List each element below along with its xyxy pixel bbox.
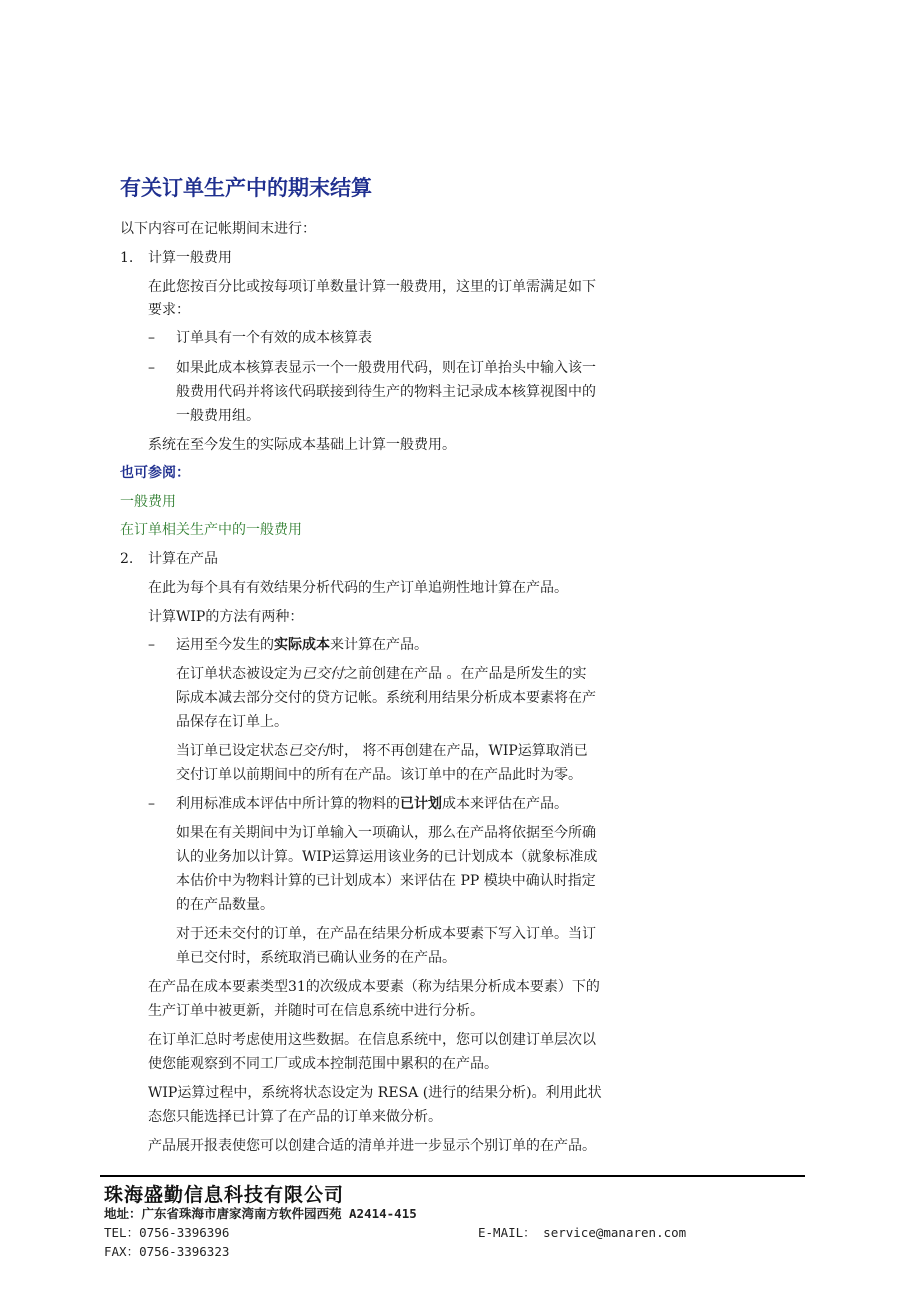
section2-heading: 计算在产品 <box>148 551 218 567</box>
footer-tel: TEL：0756-3396396 <box>104 1225 230 1240</box>
section2-paragraph4-line1: 在订单汇总时考虑使用这些数据。在信息系统中，您可以创建订单层次以 <box>148 1032 596 1048</box>
method1-para2-line2: 交付订单以前期间中的所有在产品。该订单中的在产品此时为零。 <box>176 767 582 783</box>
method1-para1-line2: 际成本减去部分交付的贷方记帐。系统利用结果分析成本要素将在产 <box>176 690 596 706</box>
method2-pre: 利用标准成本评估中所计算的物料的 <box>176 796 400 812</box>
method2-para1-line2: 认的业务加以计算。WIP运算运用该业务的已计划成本（就象标准成 <box>176 849 598 865</box>
page-title: 有关订单生产中的期末结算 <box>120 175 372 200</box>
section1-paragraph2: 系统在至今发生的实际成本基础上计算一般费用。 <box>148 437 456 453</box>
method1-para1-italic: 已交付 <box>302 666 344 682</box>
section2-paragraph5-line2: 态您只能选择已计算了在产品的订单来做分析。 <box>148 1109 442 1125</box>
section1-bullet2-line1: 如果此成本核算表显示一个一般费用代码，则在订单抬头中输入该一 <box>176 360 596 376</box>
bullet-dash: – <box>148 330 155 346</box>
link-order-related-general-costs[interactable]: 在订单相关生产中的一般费用 <box>120 522 302 538</box>
footer-fax: FAX：0756-3396323 <box>104 1244 230 1259</box>
footer-divider <box>100 1175 805 1177</box>
intro-text: 以下内容可在记帐期间末进行： <box>120 221 316 237</box>
method2-para1-line4: 的在产品数量。 <box>176 897 274 913</box>
method2-heading <box>176 794 568 814</box>
footer-email: E-MAIL： service@manaren.com <box>478 1225 687 1240</box>
method2-post: 成本来评估在产品。 <box>442 796 568 812</box>
section1-bullet1: 订单具有一个有效的成本核算表 <box>176 330 372 346</box>
method1-para2-pre: 当订单已设定状态 <box>176 743 288 759</box>
method2-para1-line1: 如果在有关期间中为订单输入一项确认，那么在产品将依据至今所确 <box>176 825 596 841</box>
method1-post: 来计算在产品。 <box>330 637 428 653</box>
see-also-heading: 也可参阅： <box>120 465 190 481</box>
section1-number: 1. <box>120 250 134 266</box>
section1-bullet2-line3: 一般费用组。 <box>176 408 260 424</box>
link-general-costs[interactable]: 一般费用 <box>120 494 176 510</box>
method2-para1-line3: 本估价中为物料计算的已计划成本）来评估在 PP 模块中确认时指定 <box>176 873 596 889</box>
method1-pre: 运用至今发生的 <box>176 637 274 653</box>
method2-para2-line2: 单已交付时，系统取消已确认业务的在产品。 <box>176 950 456 966</box>
section2-paragraph1: 在此为每个具有有效结果分析代码的生产订单追朔性地计算在产品。 <box>148 580 568 596</box>
section2-paragraph3-line2: 生产订单中被更新，并随时可在信息系统中进行分析。 <box>148 1003 484 1019</box>
bullet-dash: – <box>148 796 155 812</box>
bullet-dash: – <box>148 360 155 376</box>
section2-paragraph2: 计算WIP的方法有两种： <box>148 609 304 625</box>
section1-bullet2-line2: 般费用代码并将该代码联接到待生产的物料主记录成本核算视图中的 <box>176 384 596 400</box>
footer-company-name: 珠海盛勤信息科技有限公司 <box>104 1184 345 1206</box>
method2-bold: 已计划 <box>400 796 442 812</box>
method1-para1-pre: 在订单状态被设定为 <box>176 666 302 682</box>
method1-para1-line3: 品保存在订单上。 <box>176 714 288 730</box>
method1-para2-italic: 已交付 <box>288 743 330 759</box>
method1-bold: 实际成本 <box>274 637 330 653</box>
method1-para1-post: 之前创建在产品 。在产品是所发生的实 <box>344 666 587 682</box>
method1-heading <box>176 635 428 655</box>
section2-paragraph6: 产品展开报表使您可以创建合适的清单并进一步显示个别订单的在产品。 <box>148 1138 596 1154</box>
bullet-dash: – <box>148 637 155 653</box>
section2-paragraph3-line1: 在产品在成本要素类型31的次级成本要素（称为结果分析成本要素）下的 <box>148 979 600 995</box>
section1-heading: 计算一般费用 <box>148 250 232 266</box>
section1-paragraph-line2: 要求： <box>148 302 190 318</box>
section2-paragraph4-line2: 使您能观察到不同工厂或成本控制范围中累积的在产品。 <box>148 1056 498 1072</box>
section2-paragraph5-line1: WIP运算过程中，系统将状态设定为 RESA (进行的结果分析)。利用此状 <box>148 1085 602 1101</box>
footer-address: 地址：广东省珠海市唐家湾南方软件园西苑 A2414-415 <box>104 1206 417 1221</box>
section2-number: 2. <box>120 551 134 567</box>
method1-para2-line1 <box>176 741 588 761</box>
method1-para1-line1 <box>176 664 586 684</box>
method1-para2-post: 时， 将不再创建在产品，WIP运算取消已 <box>330 743 588 759</box>
method2-para2-line1: 对于还未交付的订单，在产品在结果分析成本要素下写入订单。当订 <box>176 926 596 942</box>
section1-paragraph-line1: 在此您按百分比或按每项订单数量计算一般费用，这里的订单需满足如下 <box>148 279 596 295</box>
